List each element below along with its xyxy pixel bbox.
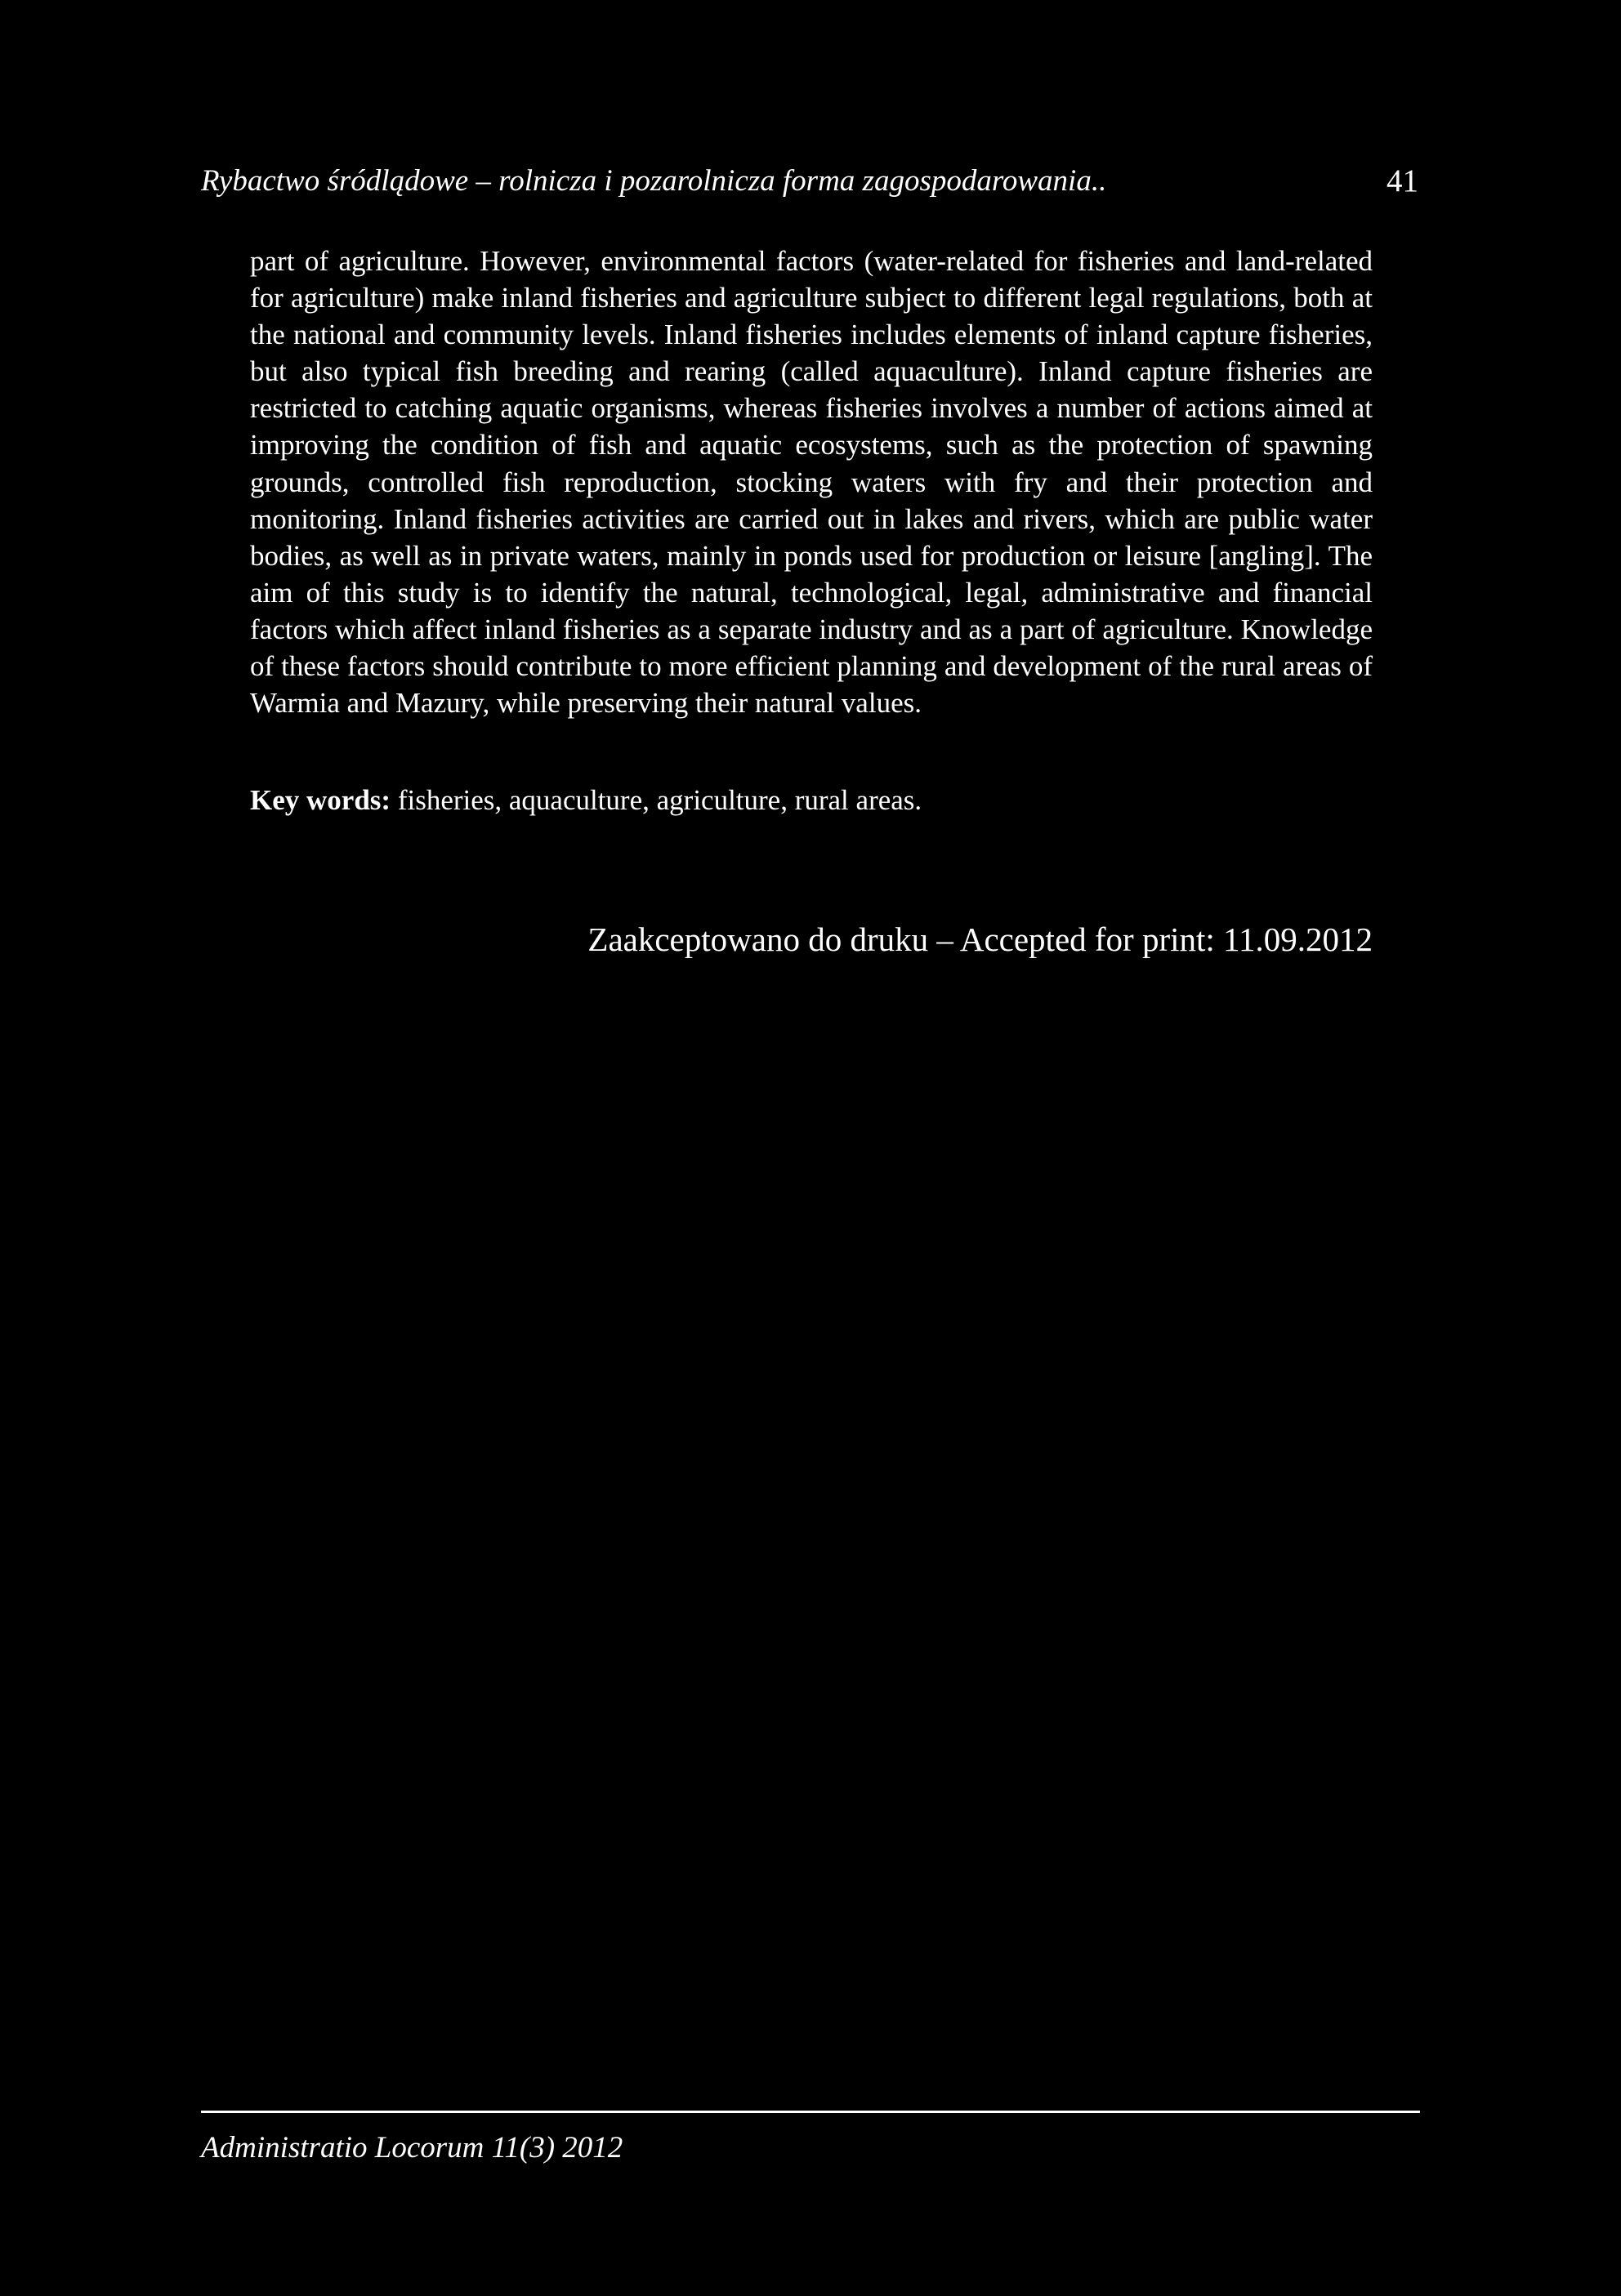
- keywords: [250, 782, 1373, 818]
- footer-rule: [201, 2111, 1420, 2113]
- keywords-label: Key words:: [250, 784, 391, 816]
- abstract-text: part of agriculture. However, environmental factors (water-related for fisheries and land-related for agriculture) make inland fisheries and agriculture subject to different legal regulations, both at the national and community levels. Inland fisheries includes elements of inland capture fisheries, but also typical fish breeding and rearing (called aquaculture). Inland capture fisheries are restricted to catching aquatic organisms, whereas fisheries involves a number of actions aimed at improving the condition of fish and aquatic ecosystems, such as the protection of spawning grounds, controlled fish reproduction, stocking waters with fry and their protection and monitoring. Inland fisheries activities are carried out in lakes and rivers, which are public water bodies, as well as in private waters, mainly in ponds used for production or leisure [angling]. The aim of this study is to identify the natural, technological, legal, administrative and financial factors which affect inland fisheries as a separate industry and as a part of agriculture. Knowledge of these factors should contribute to more efficient planning and development of the rural areas of Warmia and Mazury, while preserving their natural values.: [250, 245, 1373, 720]
- running-title: Rybactwo śródlądowe – rolnicza i pozarolnicza forma zagospodarowania..: [201, 164, 1107, 198]
- accepted-for-print: Zaakceptowano do druku – Accepted for print: 11.09.2012: [587, 921, 1373, 958]
- page-number: 41: [1387, 163, 1418, 198]
- journal-footer: Administratio Locorum 11(3) 2012: [201, 2131, 623, 2164]
- keywords-list: fisheries, aquaculture, agriculture, rural areas.: [397, 784, 922, 816]
- running-header: [201, 160, 1418, 203]
